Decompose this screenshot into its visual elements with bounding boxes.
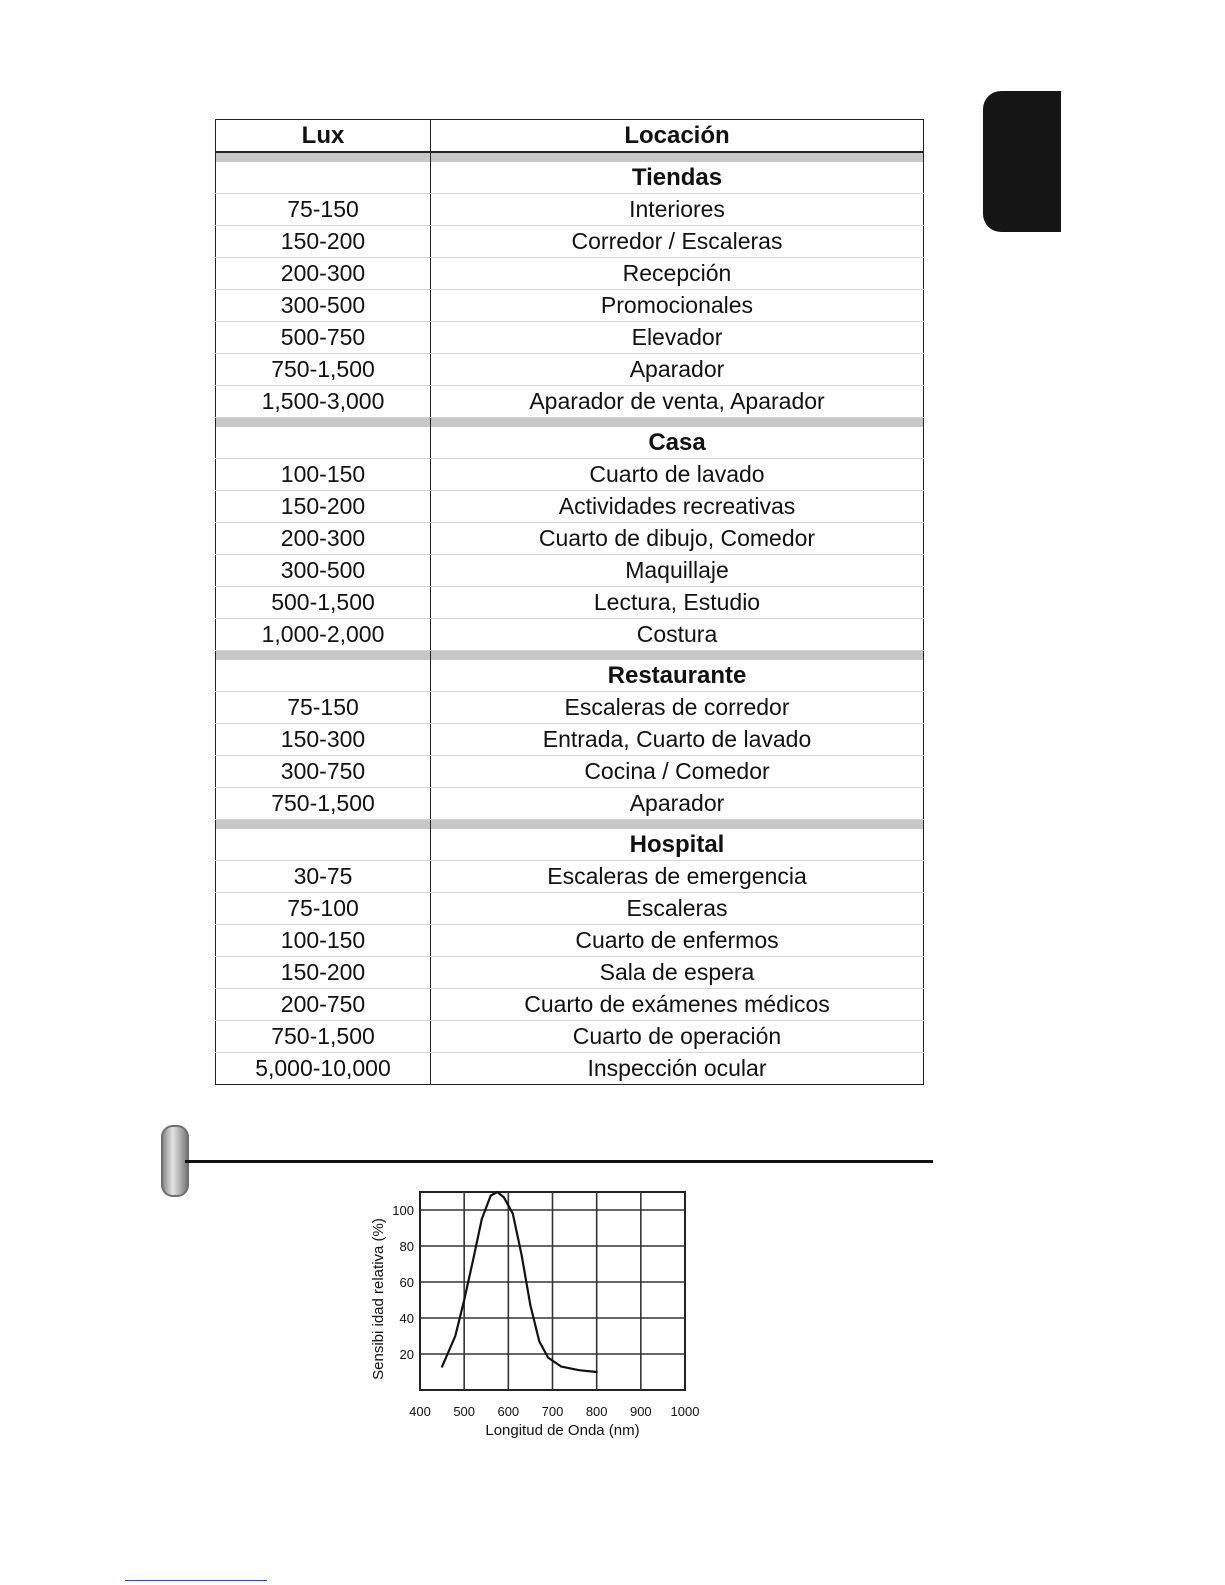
header-lux: Lux [216, 120, 431, 153]
lux-value: 150-200 [216, 957, 431, 989]
empty-lux-cell [216, 427, 431, 459]
section-title: Tiendas [431, 162, 924, 194]
x-tick-label: 900 [629, 1404, 652, 1419]
table-row [216, 756, 924, 788]
location-value: Promocionales [431, 290, 924, 322]
table-row [216, 194, 924, 226]
location-value: Elevador [431, 322, 924, 354]
location-value: Actividades recreativas [431, 491, 924, 523]
table-row [216, 893, 924, 925]
lux-value: 500-1,500 [216, 587, 431, 619]
bottom-link-underline [125, 1580, 267, 1581]
lux-value: 150-200 [216, 226, 431, 258]
section-title: Hospital [431, 829, 924, 861]
table-row [216, 587, 924, 619]
empty-lux-cell [216, 829, 431, 861]
separator-cell [431, 418, 924, 428]
table-row [216, 1021, 924, 1053]
lux-value: 150-300 [216, 724, 431, 756]
table-row [216, 692, 924, 724]
location-value: Sala de espera [431, 957, 924, 989]
y-tick-label: 80 [399, 1239, 414, 1254]
lux-value: 300-750 [216, 756, 431, 788]
lux-value: 150-200 [216, 491, 431, 523]
table-row [216, 957, 924, 989]
separator-cell [216, 418, 431, 428]
empty-lux-cell [216, 162, 431, 194]
lux-value: 750-1,500 [216, 354, 431, 386]
y-tick-label: 100 [392, 1203, 414, 1218]
separator-cell [216, 820, 431, 830]
sensitivity-chart [355, 1175, 715, 1450]
table-row [216, 619, 924, 651]
lux-value: 5,000-10,000 [216, 1053, 431, 1085]
y-tick-label: 60 [399, 1275, 414, 1290]
header-location: Locación [431, 120, 924, 153]
location-value: Cuarto de exámenes médicos [431, 989, 924, 1021]
lux-value: 200-300 [216, 523, 431, 555]
location-value: Cuarto de lavado [431, 459, 924, 491]
y-tick-label: 40 [399, 1311, 414, 1326]
separator-cell [216, 152, 431, 162]
separator-cell [431, 820, 924, 830]
table-body [216, 152, 924, 1085]
lux-value: 1,000-2,000 [216, 619, 431, 651]
section-title-row [216, 162, 924, 194]
table-row [216, 290, 924, 322]
location-value: Entrada, Cuarto de lavado [431, 724, 924, 756]
table-row [216, 226, 924, 258]
table-row [216, 459, 924, 491]
table-row [216, 555, 924, 587]
lux-value: 750-1,500 [216, 788, 431, 820]
lux-value: 100-150 [216, 925, 431, 957]
lux-value: 200-750 [216, 989, 431, 1021]
table-row [216, 925, 924, 957]
x-tick-label: 600 [497, 1404, 520, 1419]
lux-value: 75-150 [216, 194, 431, 226]
lux-value: 30-75 [216, 861, 431, 893]
separator-cell [431, 651, 924, 661]
section-rule [185, 1160, 933, 1163]
table-header-row [216, 120, 924, 153]
lux-value: 1,500-3,000 [216, 386, 431, 418]
location-value: Maquillaje [431, 555, 924, 587]
table-row [216, 491, 924, 523]
section-separator [216, 418, 924, 428]
side-tab [983, 91, 1061, 232]
location-value: Escaleras [431, 893, 924, 925]
location-value: Escaleras de corredor [431, 692, 924, 724]
table-row [216, 322, 924, 354]
section-title: Restaurante [431, 660, 924, 692]
lux-value: 200-300 [216, 258, 431, 290]
section-separator [216, 820, 924, 830]
x-tick-label: 1000 [670, 1404, 700, 1419]
location-value: Aparador de venta, Aparador [431, 386, 924, 418]
y-axis-label: Sensibi idad relativa (%) [370, 1218, 387, 1380]
table-row [216, 1053, 924, 1085]
table-row [216, 989, 924, 1021]
lux-value: 75-100 [216, 893, 431, 925]
lux-value: 75-150 [216, 692, 431, 724]
section-title-row [216, 829, 924, 861]
x-tick-label: 400 [409, 1404, 431, 1419]
location-value: Lectura, Estudio [431, 587, 924, 619]
table-row [216, 788, 924, 820]
location-value: Aparador [431, 354, 924, 386]
x-axis-label: Longitud de Onda (nm) [485, 1422, 640, 1439]
lux-value: 750-1,500 [216, 1021, 431, 1053]
lux-table [215, 119, 924, 1085]
location-value: Cuarto de operación [431, 1021, 924, 1053]
table-row [216, 354, 924, 386]
lux-value: 300-500 [216, 555, 431, 587]
x-tick-label: 800 [585, 1404, 608, 1419]
section-separator [216, 152, 924, 162]
empty-lux-cell [216, 660, 431, 692]
table-row [216, 861, 924, 893]
location-value: Interiores [431, 194, 924, 226]
table-row [216, 523, 924, 555]
lux-value: 500-750 [216, 322, 431, 354]
location-value: Escaleras de emergencia [431, 861, 924, 893]
location-value: Cuarto de dibujo, Comedor [431, 523, 924, 555]
location-value: Cocina / Comedor [431, 756, 924, 788]
location-value: Costura [431, 619, 924, 651]
lux-value: 100-150 [216, 459, 431, 491]
section-separator [216, 651, 924, 661]
location-value: Recepción [431, 258, 924, 290]
table-row [216, 258, 924, 290]
location-value: Aparador [431, 788, 924, 820]
table-row [216, 724, 924, 756]
y-tick-label: 20 [399, 1347, 414, 1362]
separator-cell [431, 152, 924, 162]
lux-value: 300-500 [216, 290, 431, 322]
separator-cell [216, 651, 431, 661]
section-title-row [216, 427, 924, 459]
x-tick-label: 700 [541, 1404, 564, 1419]
location-value: Corredor / Escaleras [431, 226, 924, 258]
section-title-row [216, 660, 924, 692]
section-title: Casa [431, 427, 924, 459]
table-row [216, 386, 924, 418]
location-value: Inspección ocular [431, 1053, 924, 1085]
location-value: Cuarto de enfermos [431, 925, 924, 957]
x-tick-label: 500 [453, 1404, 476, 1419]
